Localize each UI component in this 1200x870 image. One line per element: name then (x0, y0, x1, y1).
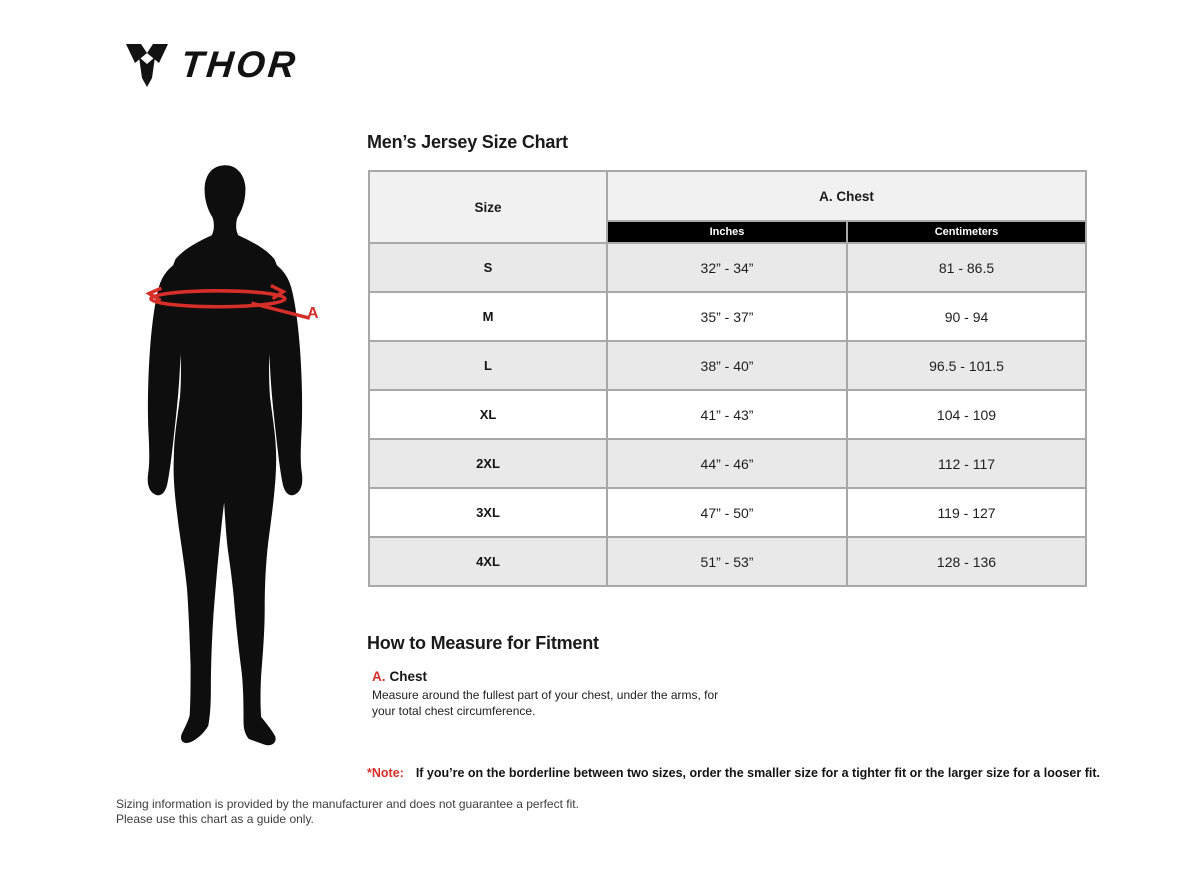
measure-item-chest (372, 669, 762, 719)
cm-cell: 128 - 136 (847, 537, 1086, 586)
table-header-row (369, 171, 1086, 221)
size-cell: 2XL (369, 439, 607, 488)
unit-header-inches: Inches (607, 221, 847, 243)
table-row-2xl (369, 439, 1086, 488)
column-header-size: Size (369, 171, 607, 243)
size-cell: L (369, 341, 607, 390)
table-row-l (369, 341, 1086, 390)
inches-cell: 38” - 40” (607, 341, 847, 390)
size-cell: M (369, 292, 607, 341)
thor-wings-icon (125, 42, 169, 88)
measure-item-name: Chest (389, 669, 428, 684)
unit-header-centimeters: Centimeters (847, 221, 1086, 243)
table-row-4xl (369, 537, 1086, 586)
cm-cell: 96.5 - 101.5 (847, 341, 1086, 390)
measure-item-key: A. (372, 669, 386, 684)
table-row-xl (369, 390, 1086, 439)
note-prefix: *Note: (367, 766, 404, 780)
male-silhouette-icon (136, 162, 314, 762)
cm-cell: 104 - 109 (847, 390, 1086, 439)
inches-cell: 32” - 34” (607, 243, 847, 292)
inches-cell: 51” - 53” (607, 537, 847, 586)
size-chart-table (368, 170, 1087, 587)
cm-cell: 112 - 117 (847, 439, 1086, 488)
footer-disclaimer (116, 797, 579, 827)
sizing-note (367, 766, 1100, 780)
brand-logo (125, 42, 301, 88)
size-cell: XL (369, 390, 607, 439)
body-silhouette-figure (136, 162, 314, 762)
table-row-s (369, 243, 1086, 292)
cm-cell: 119 - 127 (847, 488, 1086, 537)
disclaimer-line-1: Sizing information is provided by the manufacturer and does not guarantee a perfect fit. (116, 797, 579, 811)
inches-cell: 44” - 46” (607, 439, 847, 488)
size-cell: S (369, 243, 607, 292)
table-row-3xl (369, 488, 1086, 537)
note-text: If you’re on the borderline between two sizes, order the smaller size for a tighter fit or the larger size for a looser fit. (415, 766, 1100, 780)
cm-cell: 81 - 86.5 (847, 243, 1086, 292)
size-cell: 3XL (369, 488, 607, 537)
disclaimer-line-2: Please use this chart as a guide only. (116, 812, 314, 826)
cm-cell: 90 - 94 (847, 292, 1086, 341)
size-chart-title: Men’s Jersey Size Chart (367, 132, 568, 152)
measure-item-heading (372, 669, 762, 684)
size-cell: 4XL (369, 537, 607, 586)
brand-wordmark: THOR (178, 44, 301, 85)
column-header-chest: A. Chest (607, 171, 1086, 221)
inches-cell: 35” - 37” (607, 292, 847, 341)
inches-cell: 41” - 43” (607, 390, 847, 439)
measure-item-description: Measure around the fullest part of your chest, under the arms, for your total chest circumference. (372, 688, 719, 718)
measure-section-title: How to Measure for Fitment (367, 633, 599, 653)
table-row-m (369, 292, 1086, 341)
inches-cell: 47” - 50” (607, 488, 847, 537)
chest-measure-label: A (307, 305, 319, 322)
